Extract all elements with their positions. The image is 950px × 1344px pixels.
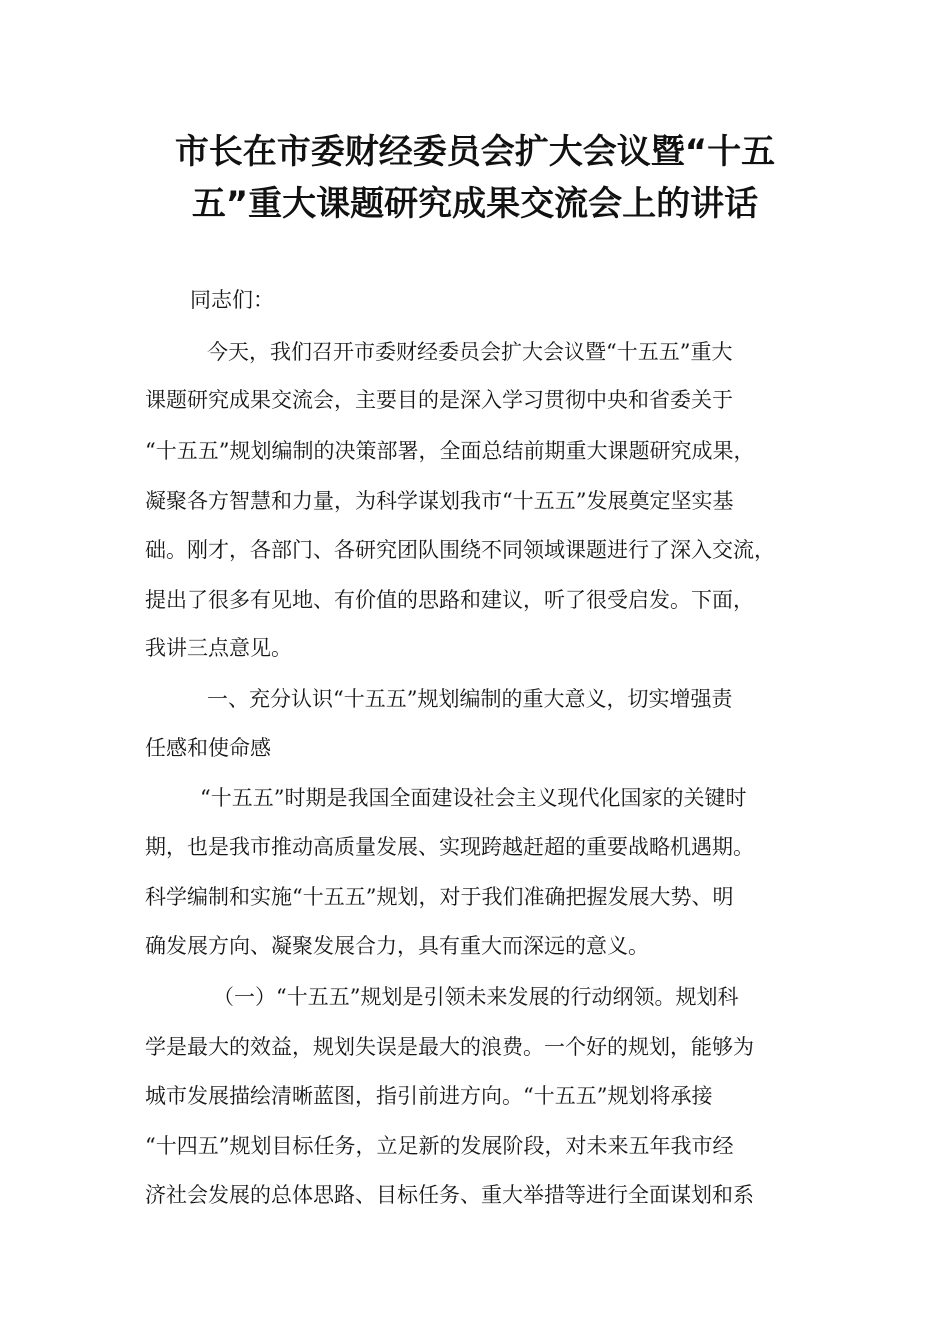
body-line: 城市发展描绘清晰蓝图，指引前进方向。“十五五”规划将承接 [145, 1084, 713, 1108]
body-line: 学是最大的效益，规划失误是最大的浪费。一个好的规划，能够为 [145, 1035, 754, 1059]
body-line: 济社会发展的总体思路、目标任务、重大举措等进行全面谋划和系 [145, 1183, 754, 1207]
body-line: 我讲三点意见。 [145, 636, 292, 660]
section-heading-line: 一、充分认识“十五五”规划编制的重大意义，切实增强责 [207, 687, 733, 711]
body-line: 确发展方向、凝聚发展合力，具有重大而深远的意义。 [145, 934, 649, 958]
body-line: “十四五”规划目标任务，立足新的发展阶段，对未来五年我市经 [145, 1134, 734, 1158]
body-line: 课题研究成果交流会，主要目的是深入学习贯彻中央和省委关于 [145, 388, 733, 412]
body-line: “十五五”规划编制的决策部署，全面总结前期重大课题研究成果， [145, 439, 755, 463]
body-line: 今天，我们召开市委财经委员会扩大会议暨“十五五”重大 [207, 340, 733, 364]
document-title-line-1: 市长在市委财经委员会扩大会议暨“十五 [174, 132, 776, 172]
salutation: 同志们： [190, 288, 274, 312]
subsection-line: （一）“十五五”规划是引领未来发展的行动纲领。规划科 [213, 985, 739, 1009]
body-line: 提出了很多有见地、有价值的思路和建议，听了很受启发。下面， [145, 588, 754, 612]
body-line: 础。刚才，各部门、各研究团队围绕不同领域课题进行了深入交流， [145, 538, 775, 562]
section-heading-line: 任感和使命感 [145, 736, 271, 760]
body-line: 凝聚各方智慧和力量，为科学谋划我市“十五五”发展奠定坚实基 [145, 489, 734, 513]
body-line: 科学编制和实施“十五五”规划，对于我们准确把握发展大势、明 [145, 885, 734, 909]
document-title-line-2: 五”重大课题研究成果交流会上的讲话 [191, 184, 759, 224]
body-line: “十五五”时期是我国全面建设社会主义现代化国家的关键时 [200, 786, 747, 810]
body-line: 期，也是我市推动高质量发展、实现跨越赶超的重要战略机遇期。 [145, 835, 754, 859]
